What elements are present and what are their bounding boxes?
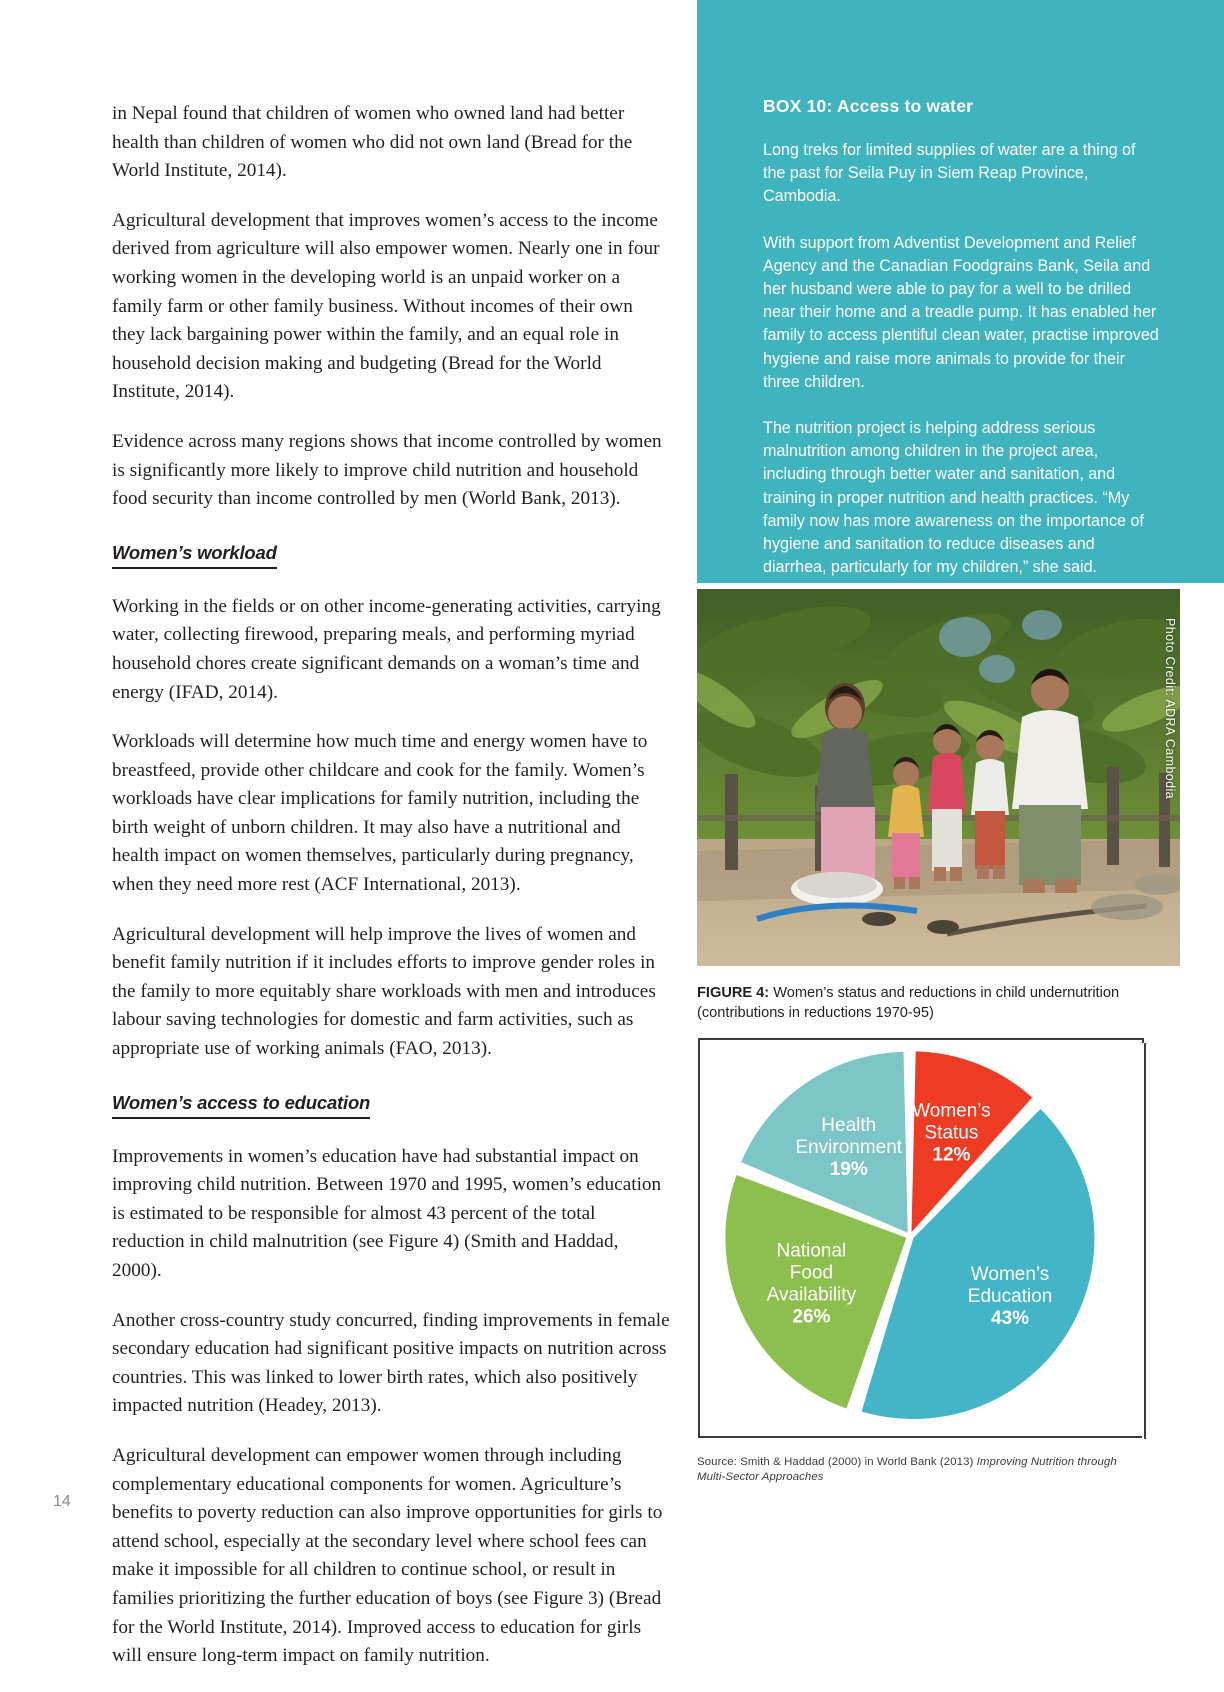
paragraph: Improvements in women’s education have had substantial impact on improving child nutrition. Between 1970 and 1995, women’s education is estimated to be responsible for almost 43 percent of the total reduction in child malnutrition (see Figure 4) (Smith and Haddad, 2000). [112,1145,662,1281]
paragraph: Agricultural development will help improve the lives of women and benefit family nutrition if it includes efforts to improve gender roles in the family to more equitably share workloads with men and introduces labour saving technologies for domestic and farm activities, such as appropriate use of working animals (FAO, 2013). [112,923,656,1060]
figure-title: Women’s status and reductions in child undernutrition (contributions in reductions 1970-95) [697,985,1120,1021]
figure-source-title: Improving Nutrition through Multi-Sector Approaches [697,1456,1117,1483]
paragraph: in Nepal found that children of women who owned land had better health than children of women who did not own land (Bread for the World Institute, 2014). [112,103,633,182]
page-number: 14 [53,1493,71,1510]
callout-box-10 [697,0,1224,583]
main-text-column [112,100,670,1692]
person-girl [888,757,924,889]
pie-chart-svg [710,1043,1134,1433]
paragraph: Evidence across many regions shows that income controlled by women is significantly more likely to improve child nutrition and household food security than income controlled by men (World Bank, 2013). [112,430,662,510]
section-heading-womens-workload: Women’s workload [112,541,277,569]
pie-slices [725,1051,1094,1419]
figure-caption [697,984,1167,1023]
pie-slice-label: Health Environment 19% [795,1114,903,1180]
paragraph: Agricultural development that improves women’s access to the income derived from agriculture will also empower women. Nearly one in four working women in the developing world is an unpaid worker on a family farm or other family business. Without incomes of their own they lack bargaining power within the family, and an equal role in household decision making and budgeting (Bread for the World Institute, 2014). [112,209,660,403]
photo-family-cambodia [697,589,1180,966]
pie-slice-label: Women’s Status 12% [912,1100,991,1166]
figure-label: FIGURE 4: [697,985,770,1001]
pie-slice-label: Women’s Education 43% [967,1264,1053,1330]
paragraph: Agricultural development can empower women through including complementary educational components for women. Agriculture’s benefits to poverty reduction can also improve opportunities for girls to attend school, especially at the secondary level where school fees can make it impossible for all children to continue school, or result in families prioritizing the further education of boys (see Figure 3) (Bread for the World Institute, 2014). Improved access to education for girls will ensure long-term impact on family nutrition. [112,1444,663,1667]
figure-source [697,1455,1127,1484]
figure-source-prefix: Source: Smith & Haddad (2000) in World Bank (2013) [697,1456,977,1468]
section-heading-womens-workload-wrap [112,535,670,593]
callout-paragraph: The nutrition project is helping address serious malnutrition among children in the project area, including through better water and sanitation, and training in proper nutrition and health practices. “My family now has more awareness on the importance of hygiene and sanitation to reduce diseases and diarrhea, particularly for my children,” she said. [763,419,1144,577]
section-heading-womens-access-to-education-wrap [112,1085,670,1143]
photo-illustration [697,589,1180,966]
paragraph: Working in the fields or on other income-generating activities, carrying water, collecting firewood, preparing meals, and performing myriad household chores create significant demands on a woman’s time and energy (IFAD, 2014). [112,595,661,703]
paragraph: Another cross-country study concurred, finding improvements in female secondary education had significant positive impacts on nutrition across countries. This was linked to lower birth rates, which also positively impacted nutrition (Headey, 2013). [112,1309,670,1417]
paragraph: Workloads will determine how much time and energy women have to breastfeed, provide other childcare and cook for the family. Women’s workloads have clear implications for family nutrition, including the birth weight of unborn children. It may also have a nutritional and health impact on women themselves, particularly during pregnancy, when they need more rest (ACF International, 2013). [112,731,648,896]
callout-title: BOX 10: Access to water [763,96,974,116]
callout-paragraph: With support from Adventist Development and Relief Agency and the Canadian Foodgrains Bank, Seila and her husband were able to pay for a well to be drilled near their home and a treadle pump. It has enabled her family to access plentiful clean water, practise improved hygiene and raise more animals to provide for their three children. [763,233,1159,391]
callout-paragraph: Long treks for limited supplies of water are a thing of the past for Seila Puy in Siem Reap Province, Cambodia. [763,141,1136,206]
photo-credit: Photo Credit: ADRA Cambodia [1163,618,1177,800]
section-heading-womens-access-to-education: Women’s access to education [112,1091,370,1119]
pie-slice-label: National Food Availability 26% [766,1240,857,1328]
pie-chart [710,1043,1134,1433]
